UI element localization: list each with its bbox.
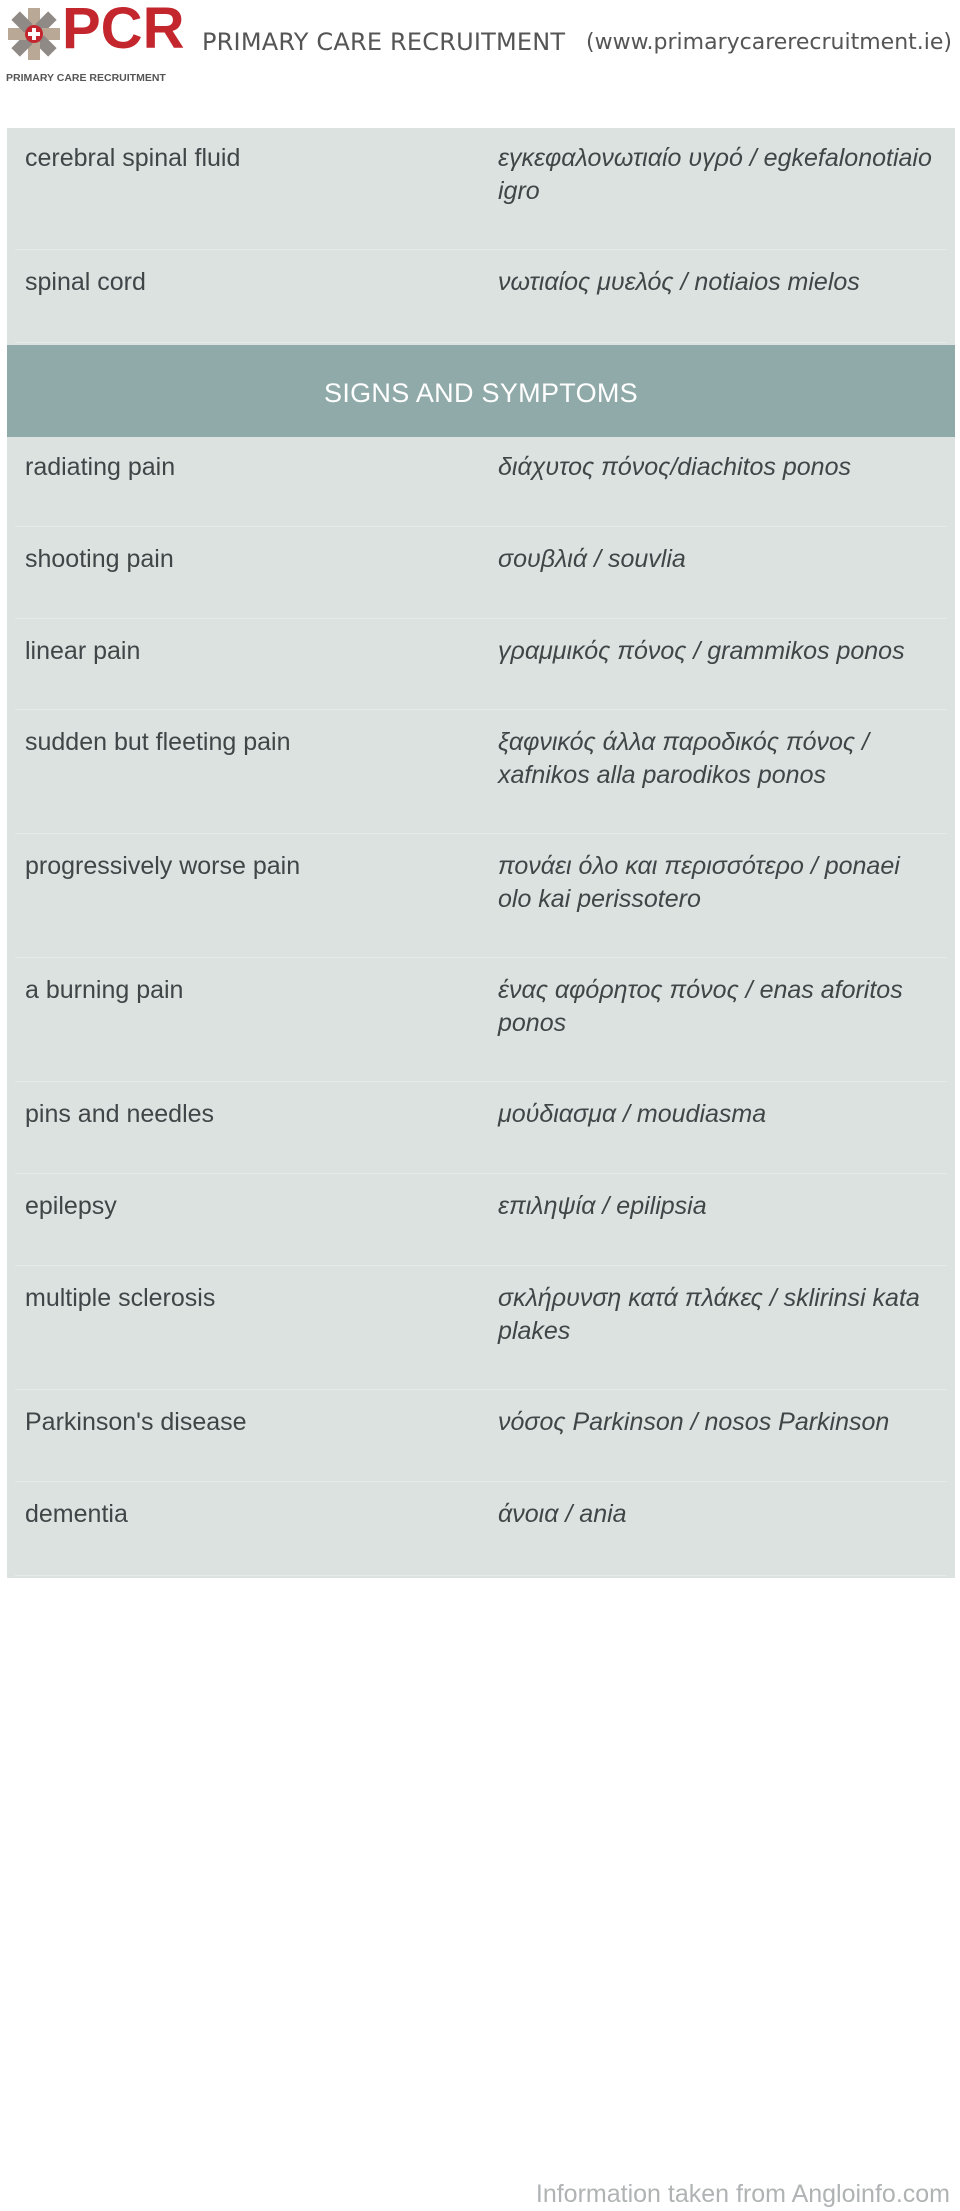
section-title: SIGNS AND SYMPTOMS xyxy=(324,378,638,408)
table-row xyxy=(7,1484,955,1578)
section-header xyxy=(7,345,955,437)
greek-translation: άνοια / ania xyxy=(498,1500,627,1528)
english-term: radiating pain xyxy=(25,453,176,481)
greek-translation: νόσος Parkinson / nosos Parkinson xyxy=(498,1408,890,1436)
pcr-logo-mark-icon xyxy=(6,6,62,62)
table-row xyxy=(7,1176,955,1268)
english-term: spinal cord xyxy=(25,268,146,296)
table-row xyxy=(7,712,955,836)
table-row xyxy=(7,1084,955,1176)
greek-translation: σκλήρυνση κατά πλάκες / sklirinsi kata plakes xyxy=(498,1284,920,1345)
greek-translation: σουβλιά / souvlia xyxy=(498,545,686,573)
table-row xyxy=(7,128,955,252)
greek-translation: νωτιαίος μυελός / notiaios mielos xyxy=(498,268,860,296)
header-title: PRIMARY CARE RECRUITMENT xyxy=(202,28,566,56)
greek-translation: επιληψία / epilipsia xyxy=(498,1192,707,1220)
glossary-table xyxy=(7,128,955,1578)
header-url: (www.primarycarerecruitment.ie) xyxy=(586,30,952,55)
table-row xyxy=(7,621,955,712)
english-term: sudden but fleeting pain xyxy=(25,728,291,756)
english-term: cerebral spinal fluid xyxy=(25,144,241,172)
english-term: pins and needles xyxy=(25,1100,215,1128)
pcr-logo xyxy=(6,0,185,86)
greek-translation: πονάει όλο και περισσότερο / ponaei olo kai perissotero xyxy=(498,852,900,913)
table-row xyxy=(7,437,955,529)
english-term: progressively worse pain xyxy=(25,852,301,880)
english-term: linear pain xyxy=(25,637,141,665)
greek-translation: διάχυτος πόνος/diachitos ponos xyxy=(498,453,851,481)
table-row xyxy=(7,960,955,1084)
english-term: shooting pain xyxy=(25,545,174,573)
greek-translation: ένας αφόρητος πόνος / enas aforitos ponos xyxy=(498,976,903,1037)
page-header xyxy=(0,0,960,92)
greek-translation: μούδιασμα / moudiasma xyxy=(498,1100,767,1128)
table-row xyxy=(7,1268,955,1392)
source-credit: Information taken from Angloinfo.com xyxy=(535,2180,950,2208)
english-term: Parkinson's disease xyxy=(25,1408,247,1436)
english-term: epilepsy xyxy=(25,1192,117,1220)
logo-text: PCR xyxy=(62,0,185,61)
greek-translation: εγκεφαλονωτιαίο υγρό / egkefalonotiaio igro xyxy=(498,144,932,205)
english-term: multiple sclerosis xyxy=(25,1284,216,1312)
table-row xyxy=(7,1392,955,1484)
table-row xyxy=(7,836,955,960)
logo-subtitle: PRIMARY CARE RECRUITMENT xyxy=(6,72,166,84)
table-row xyxy=(7,529,955,621)
greek-translation: ξαφνικός άλλα παροδικός πόνος / xafnikos alla parodikos ponos xyxy=(498,728,869,789)
greek-translation: γραμμικός πόνος / grammikos ponos xyxy=(498,637,905,665)
table-row xyxy=(7,252,955,345)
english-term: dementia xyxy=(25,1500,128,1528)
english-term: a burning pain xyxy=(25,976,184,1004)
